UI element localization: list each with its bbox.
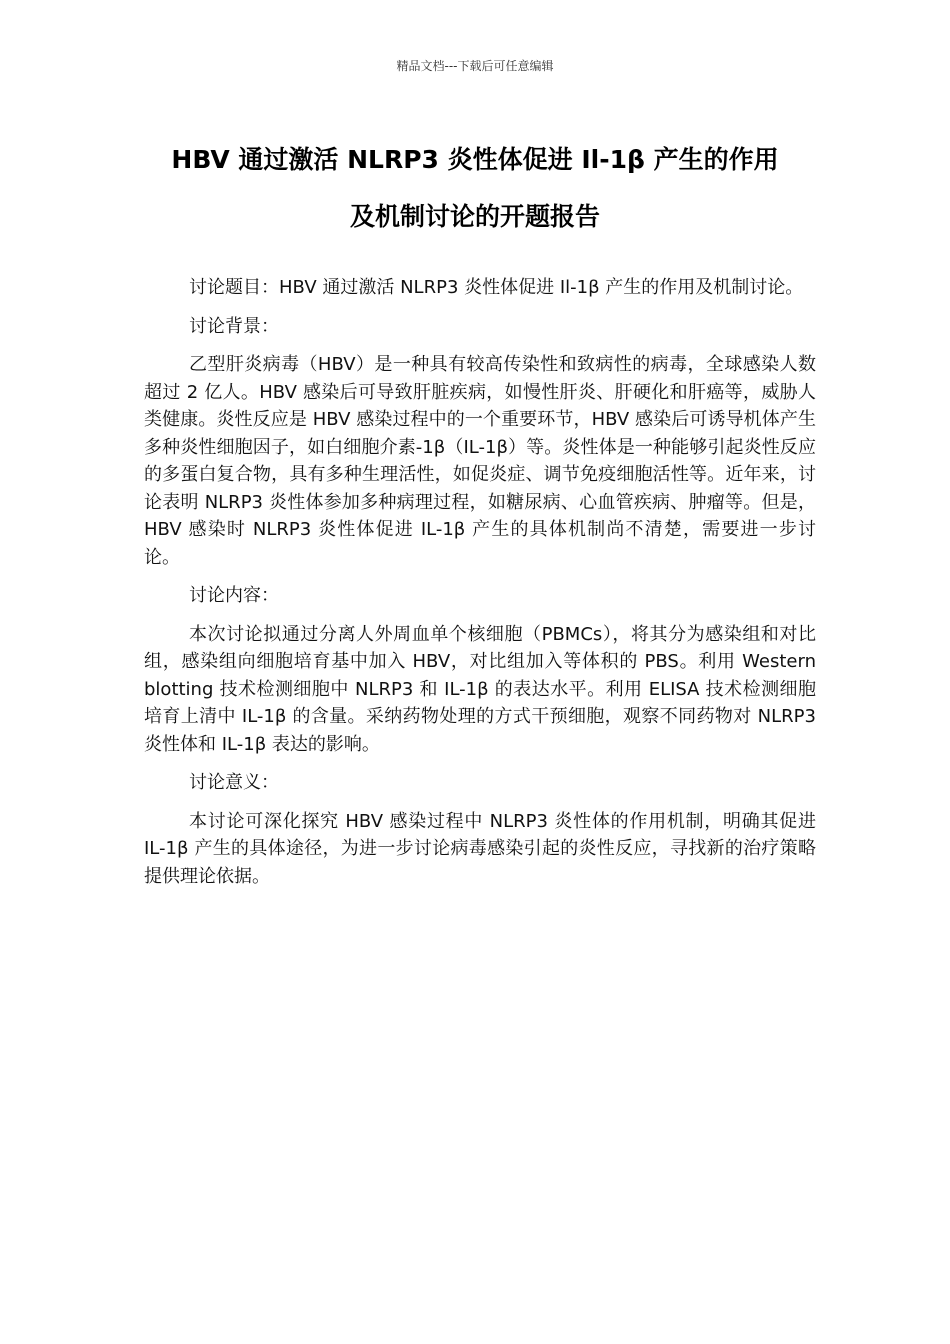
topic-paragraph: 讨论题目：HBV 通过激活 NLRP3 炎性体促进 Il-1β 产生的作用及机制讨论。 (189, 277, 804, 298)
background-paragraph: 乙型肝炎病毒（HBV）是一种具有较高传染性和致病性的病毒，全球感染人数超过 2 亿人。HBV 感染后可导致肝脏疾病，如慢性肝炎、肝硬化和肝癌等，威胁人类健康。炎性反应是 HBV 感染过程中的一个重要环节，HBV 感染后可诱导机体产生多种炎性细胞因子，如白细胞介素-1β（IL-1β）等。炎性体是一种能够引起炎性反应的多蛋白复合物，具有多种生理活性，如促炎症、调节免疫细胞活性等。近年来，讨论表明 NLRP3 炎性体参加多种病理过程，如糖尿病、心血管疾病、肿瘤等。但是，HBV 感染时 NLRP3 炎性体促进 IL-1β 产生的具体机制尚不清楚，需要进一步讨论。 (144, 354, 816, 568)
content-paragraph: 本次讨论拟通过分离人外周血单个核细胞（PBMCs），将其分为感染组和对比组，感染组向细胞培育基中加入 HBV，对比组加入等体积的 PBS。利用 Western blotting 技术检测细胞中 NLRP3 和 IL-1β 的表达水平。利用 ELISA 技术检测细胞培育上清中 IL-1β 的含量。采纳药物处理的方式干预细胞，观察不同药物对 NLRP3 炎性体和 IL-1β 表达的影响。 (144, 623, 816, 755)
header-note: 精品文档---下载后可任意编辑 (396, 59, 554, 73)
document-title-line-1: HBV 通过激活 NLRP3 炎性体促进 Il-1β 产生的作用 (171, 145, 779, 174)
document-body (144, 274, 816, 890)
document-title-line-2: 及机制讨论的开题报告 (349, 202, 600, 231)
content-heading: 讨论内容： (189, 585, 279, 606)
significance-paragraph: 本讨论可深化探究 HBV 感染过程中 NLRP3 炎性体的作用机制，明确其促进 IL-1β 产生的具体途径，为进一步讨论病毒感染引起的炎性反应，寻找新的治疗策略提供理论依据。 (144, 810, 816, 887)
significance-heading: 讨论意义： (189, 772, 279, 793)
background-heading: 讨论背景： (189, 315, 279, 337)
